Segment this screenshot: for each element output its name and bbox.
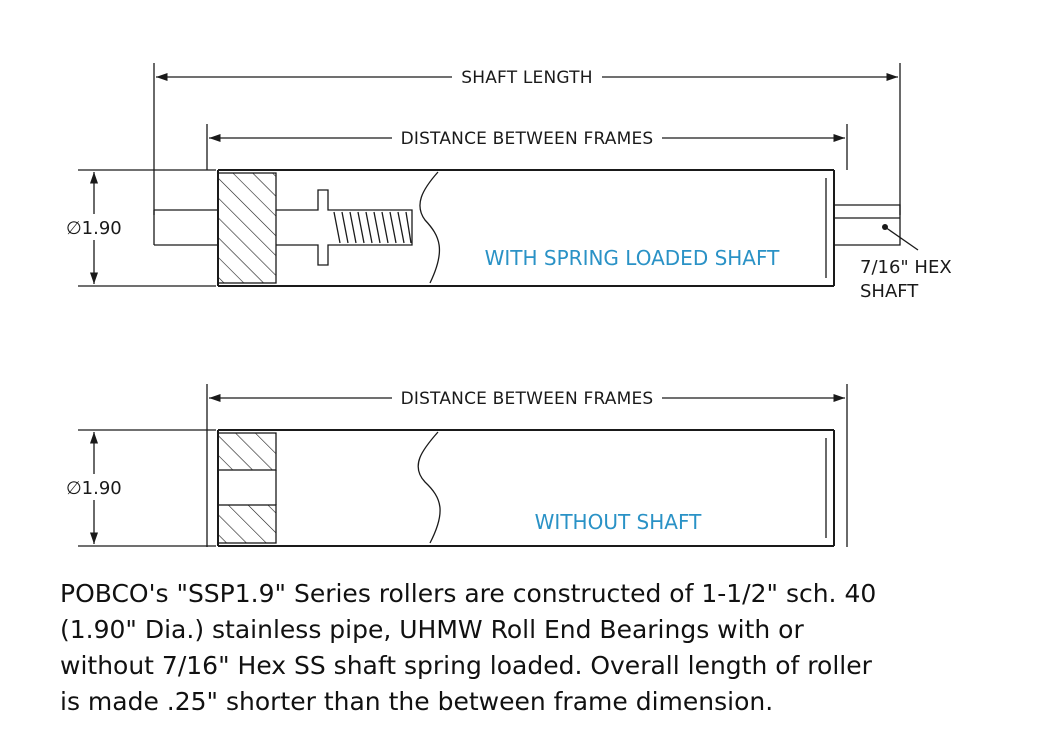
left-shaft-stub <box>154 210 218 245</box>
bottom-diameter-dimension <box>64 430 216 546</box>
top-break-line <box>420 172 440 283</box>
bottom-between-frames-label: DISTANCE BETWEEN FRAMES <box>400 389 654 409</box>
hex-label-line1: 7/16" HEX <box>860 257 952 278</box>
top-between-frames-label: DISTANCE BETWEEN FRAMES <box>400 129 654 149</box>
bottom-between-frames-dimension <box>207 384 847 547</box>
without-shaft-callout: WITHOUT SHAFT <box>534 510 702 534</box>
inner-shaft <box>276 190 412 265</box>
spring-coils <box>334 212 411 243</box>
left-bearing-hatch <box>218 173 276 283</box>
top-diameter-label: ∅1.90 <box>66 218 122 239</box>
caption-line-2: (1.90" Dia.) stainless pipe, UHMW Roll End Bearings with or <box>60 615 804 644</box>
caption-line-1: POBCO's "SSP1.9" Series rollers are constructed of 1-1/2" sch. 40 <box>60 579 877 608</box>
hex-label-line2: SHAFT <box>860 281 919 302</box>
top-between-frames-dimension <box>207 124 847 170</box>
top-diameter-dimension <box>64 170 216 286</box>
hex-shaft <box>834 205 900 245</box>
bottom-break-line <box>418 432 440 543</box>
roller-without-shaft <box>218 430 834 546</box>
bottom-bearing-hatch-bottom <box>218 505 276 543</box>
bottom-diameter-label: ∅1.90 <box>66 478 122 499</box>
caption-line-4: is made .25" shorter than the between frame dimension. <box>60 687 774 716</box>
spring-shaft-callout: WITH SPRING LOADED SHAFT <box>484 246 780 270</box>
bottom-bearing-hatch-top <box>218 433 276 470</box>
description-caption <box>60 576 1020 720</box>
hex-leader-line <box>885 227 918 250</box>
roller-with-shaft <box>154 170 952 302</box>
shaft-length-label: SHAFT LENGTH <box>461 68 593 88</box>
caption-line-3: without 7/16" Hex SS shaft spring loaded. Overall length of roller <box>60 651 872 680</box>
